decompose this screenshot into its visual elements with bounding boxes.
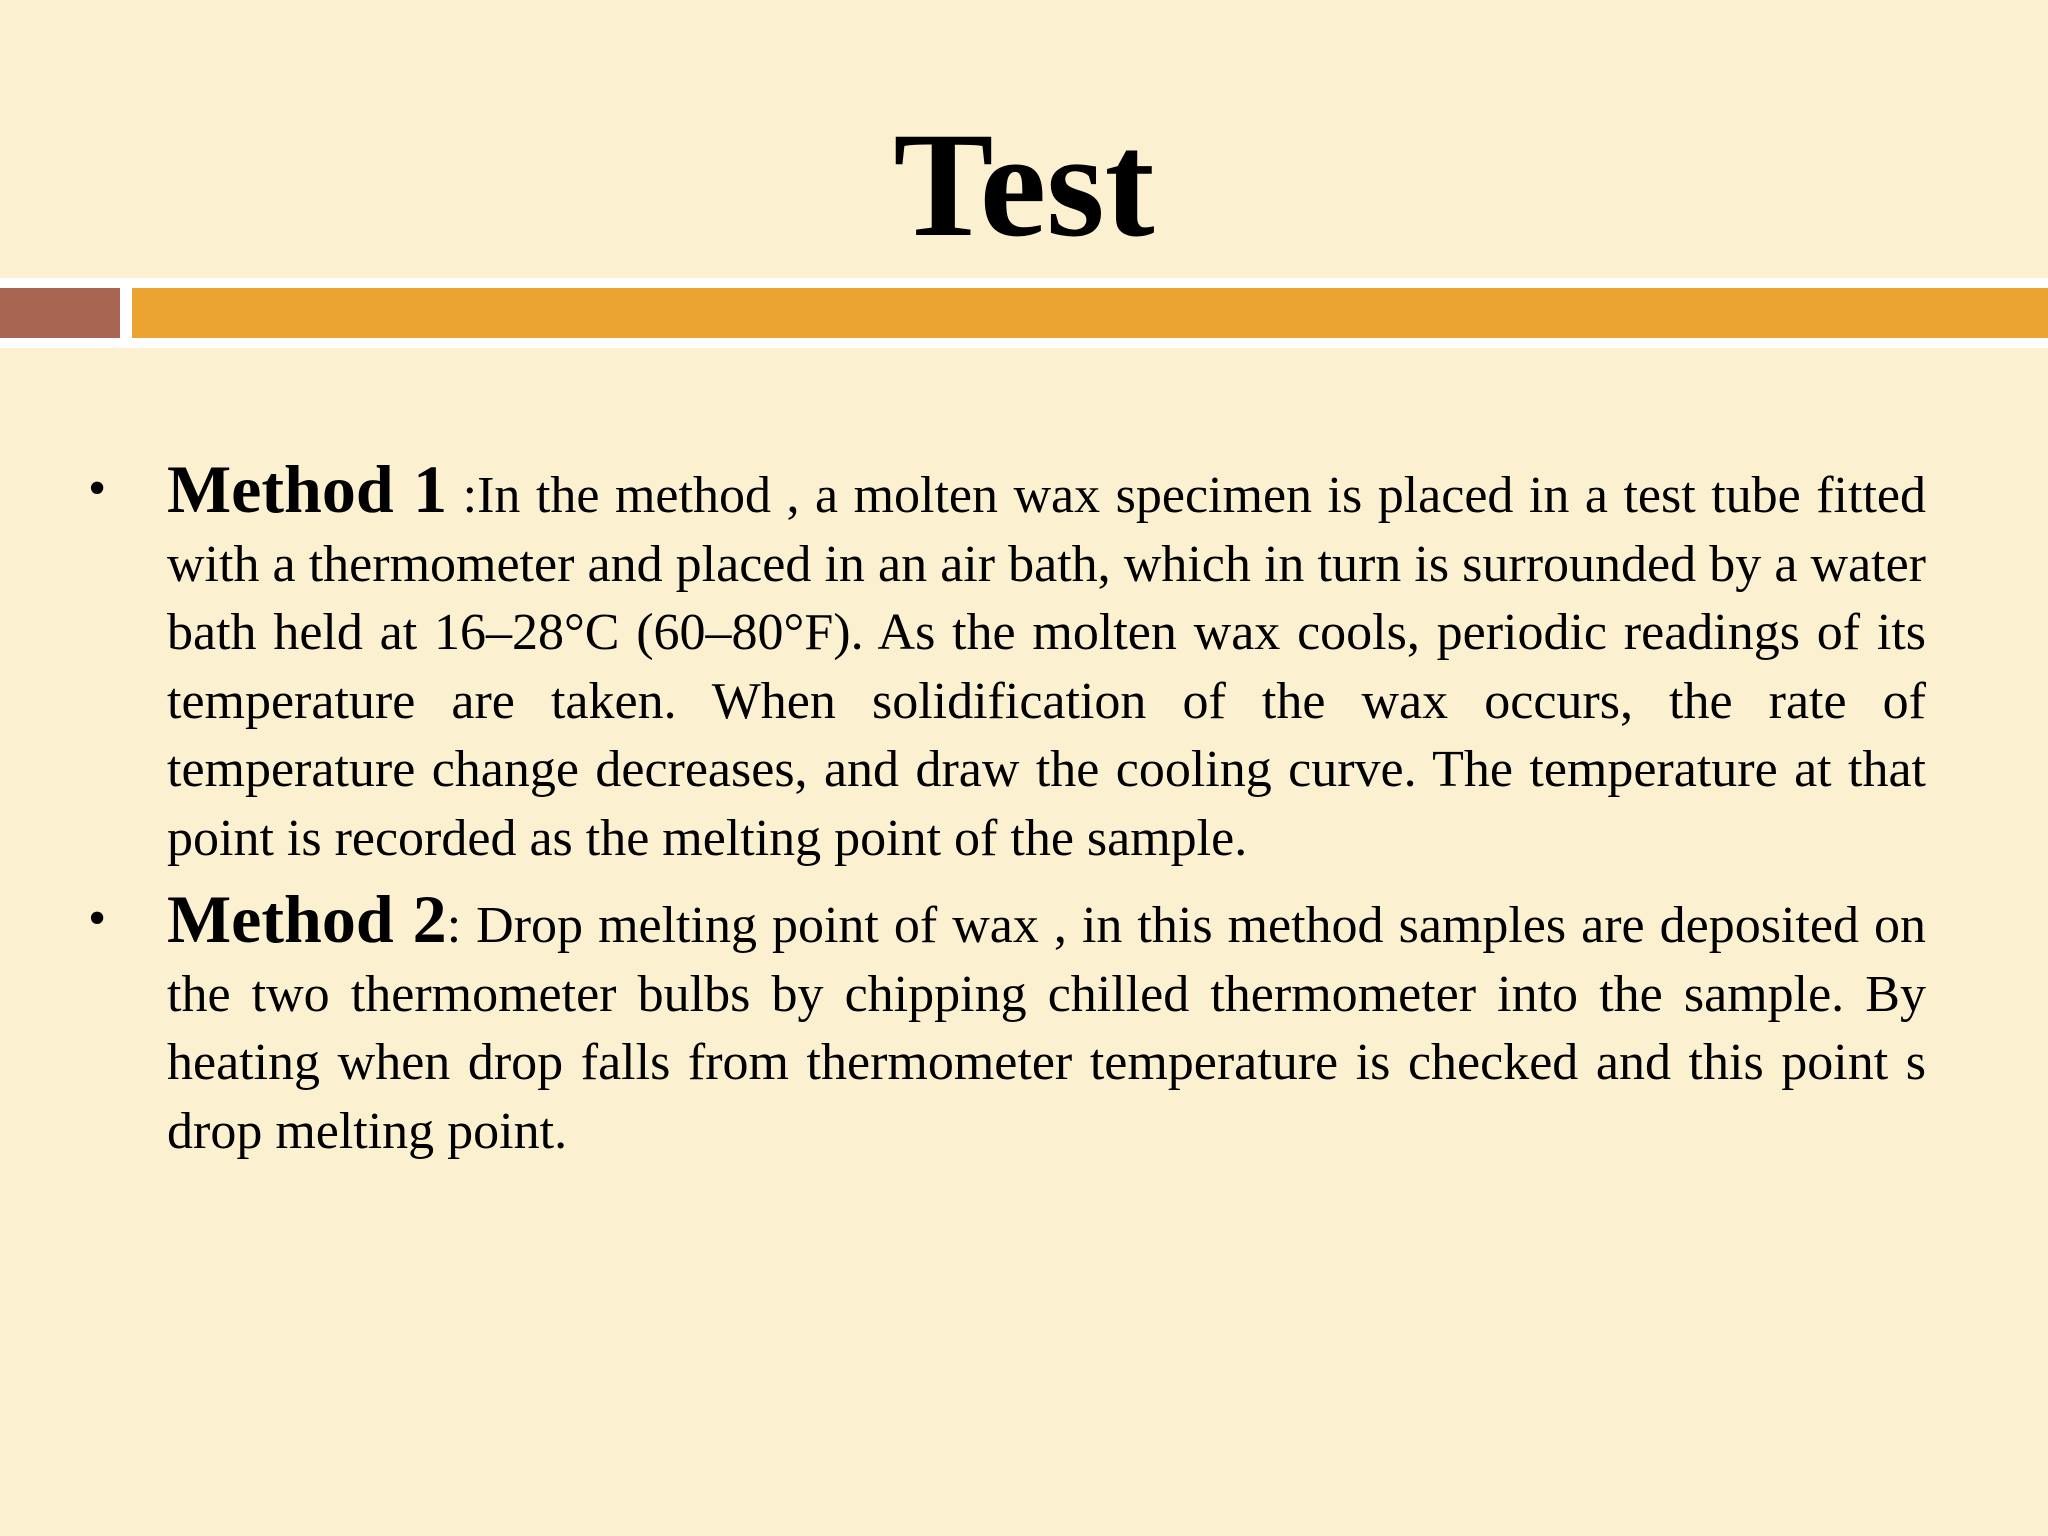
divider-accent-right [132, 288, 2048, 338]
method-1-text: :In the method , a molten wax specimen is placed in a test tube fitted with a thermometer and placed in an air bath, which in turn is surrounded by a water bath held at 16–28°C (60–80°F). As the molten wax cools, periodic readings of its temperature are taken. When solidification of the wax occurs, the rate of temperature change decreases, and draw the cooling curve. The temperature at that point is recorded as the melting point of the sample. [167, 467, 1926, 867]
method-2-label: Method 2 [167, 881, 447, 957]
divider-accent-left [0, 288, 120, 338]
bullet-dot-icon: • [88, 460, 107, 517]
bullet-dot-icon: • [88, 890, 107, 947]
method-2-text: : Drop melting point of wax , in this method samples are deposited on the two thermometer bulbs by chipping chilled thermometer into the sample. By heating when drop falls from thermometer temperature is checked and this point s drop melting point. [167, 897, 1926, 1160]
bullet-item-method-1 [88, 451, 1926, 873]
slide-title: Test [893, 102, 1155, 268]
bullet-list [88, 451, 1926, 1178]
bullet-item-method-2 [88, 881, 1926, 1166]
method-1-label: Method 1 [167, 451, 448, 527]
